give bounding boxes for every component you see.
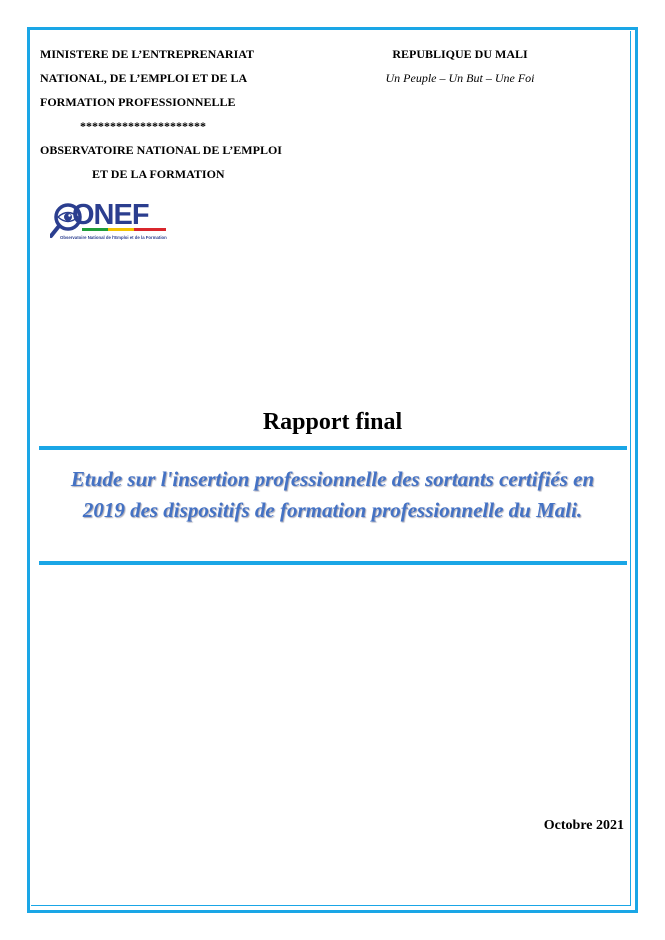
report-title: Rapport final — [262, 409, 403, 435]
title-rule-top — [39, 446, 627, 450]
ministry-block — [40, 42, 340, 186]
separator-stars: ********************* — [80, 119, 206, 133]
title-rule-bottom — [39, 561, 627, 565]
study-title — [40, 464, 625, 526]
ministry-line-2: NATIONAL, DE L’EMPLOI ET DE LA — [40, 71, 248, 85]
ministry-line-1: MINISTERE DE L’ENTREPRENARIAT — [40, 47, 255, 61]
study-title-line-2: 2019 des dispositifs de formation professionnelle du Mali. — [82, 498, 583, 522]
study-title-line-1: Etude sur l'insertion professionnelle des sortants certifiés en — [70, 467, 595, 491]
observatory-line-2: ET DE LA FORMATION — [92, 167, 225, 181]
republic-motto: Un Peuple – Un But – Une Foi — [385, 71, 535, 85]
republic-block — [360, 42, 560, 90]
ministry-line-3: FORMATION PROFESSIONNELLE — [40, 95, 236, 109]
observatory-line-1: OBSERVATOIRE NATIONAL DE L’EMPLOI — [40, 143, 282, 157]
republic-title: REPUBLIQUE DU MALI — [392, 47, 528, 61]
logo-text: ONEF — [72, 199, 149, 231]
onef-logo — [50, 199, 170, 246]
report-date: Octobre 2021 — [543, 818, 624, 833]
logo-caption: Observatoire National de l'Emploi et de la Formation — [60, 235, 167, 240]
